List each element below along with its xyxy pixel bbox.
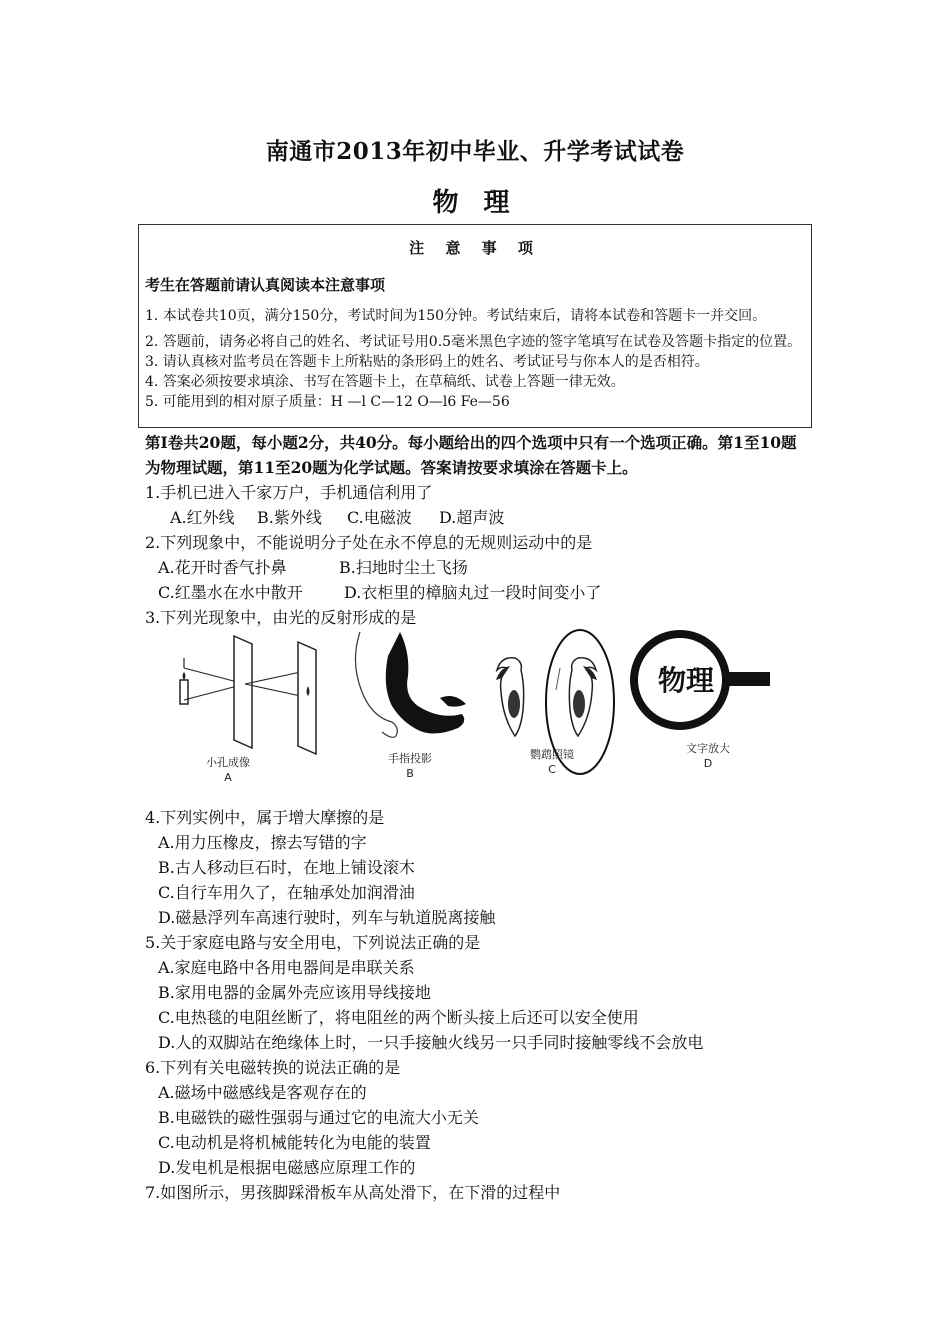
option-b: B.扫地时尘土飞扬: [339, 558, 468, 577]
option-d: D.超声波: [439, 508, 505, 527]
question-4: 4.下列实例中，属于增大摩擦的是: [145, 808, 385, 827]
notice-box: [138, 224, 812, 428]
figure-b-hand-shadow: [355, 632, 466, 737]
question-6: 6.下列有关电磁转换的说法正确的是: [145, 1058, 401, 1077]
notice-subheading: 考生在答题前请认真阅读本注意事项: [145, 276, 386, 294]
notice-item: 1. 本试卷共10页，满分150分，考试时间为150分钟。考试结束后，请将本试卷和答题卡一并交回。: [145, 308, 767, 324]
optics-figure: [170, 628, 780, 788]
letter-a: A: [224, 771, 232, 784]
option-c: C.电热毯的电阻丝断了，将电阻丝的两个断头接上后还可以安全使用: [158, 1008, 639, 1027]
option-c: C.自行车用久了，在轴承处加润滑油: [158, 883, 415, 902]
letter-b: B: [406, 767, 414, 780]
question-7: 7.如图所示，男孩脚踩滑板车从高处滑下，在下滑的过程中: [145, 1183, 561, 1202]
option-d: D.人的双脚站在绝缘体上时，一只手接触火线另一只手同时接触零线不会放电: [158, 1033, 704, 1052]
option-d: D.衣柜里的樟脑丸过一段时间变小了: [344, 583, 602, 602]
option-b: B.紫外线: [257, 508, 322, 527]
caption-a: 小孔成像: [206, 756, 250, 769]
notice-item: 5. 可能用到的相对原子质量：H —l C—12 O—l6 Fe—56: [145, 394, 510, 410]
letter-c: C: [548, 763, 556, 776]
notice-item: 2. 答题前，请务必将自己的姓名、考试证号用0.5毫米黑色字迹的签字笔填写在试卷及答题卡指定的位置。: [145, 334, 802, 350]
option-d: D.发电机是根据电磁感应原理工作的: [158, 1158, 416, 1177]
figure-d-magnifier: [634, 634, 770, 726]
subject-title: 物 理: [432, 188, 518, 218]
question-1: 1.手机已进入千家万户，手机通信利用了: [145, 483, 433, 502]
notice-item: 4. 答案必须按要求填涂、书写在答题卡上，在草稿纸、试卷上答题一律无效。: [145, 374, 625, 390]
magnified-text: 物理: [658, 664, 715, 697]
question-3: 3.下列光现象中，由光的反射形成的是: [145, 608, 417, 627]
option-c: C.电磁波: [347, 508, 412, 527]
notice-item: 3. 请认真核对监考员在答题卡上所粘贴的条形码上的姓名、考试证号与你本人的是否相符。: [145, 354, 709, 370]
option-a: A.磁场中磁感线是客观存在的: [158, 1083, 367, 1102]
question-2: 2.下列现象中，不能说明分子处在永不停息的无规则运动中的是: [145, 533, 593, 552]
caption-d: 文字放大: [686, 742, 730, 755]
option-b: B.古人移动巨石时，在地上铺设滚木: [158, 858, 415, 877]
exam-title: 南通市2013年初中毕业、升学考试试卷: [265, 138, 685, 165]
caption-b: 手指投影: [388, 752, 432, 765]
option-c: C.红墨水在水中散开: [158, 583, 303, 602]
option-b: B.家用电器的金属外壳应该用导线接地: [158, 983, 431, 1002]
option-d: D.磁悬浮列车高速行驶时，列车与轨道脱离接触: [158, 908, 496, 927]
option-a: A.红外线: [170, 508, 235, 527]
option-a: A.家庭电路中各用电器间是串联关系: [158, 958, 415, 977]
option-a: A.用力压橡皮，擦去写错的字: [158, 833, 367, 852]
option-a: A.花开时香气扑鼻: [158, 558, 287, 577]
option-b: B.电磁铁的磁性强弱与通过它的电流大小无关: [158, 1108, 479, 1127]
option-c: C.电动机是将机械能转化为电能的装置: [158, 1133, 431, 1152]
notice-heading: 注 意 事 项: [409, 239, 541, 257]
section-instructions: 第Ⅰ卷共20题，每小题2分，共40分。每小题给出的四个选项中只有一个选项正确。第1至10题为物理试题，第11至20题为化学试题。答案请按要求填涂在答题卡上。: [145, 433, 797, 477]
letter-d: D: [703, 757, 713, 770]
question-5: 5.关于家庭电路与安全用电，下列说法正确的是: [145, 933, 481, 952]
caption-c: 鹦鹉照镜: [530, 748, 574, 761]
figure-a-pinhole: [180, 636, 316, 754]
